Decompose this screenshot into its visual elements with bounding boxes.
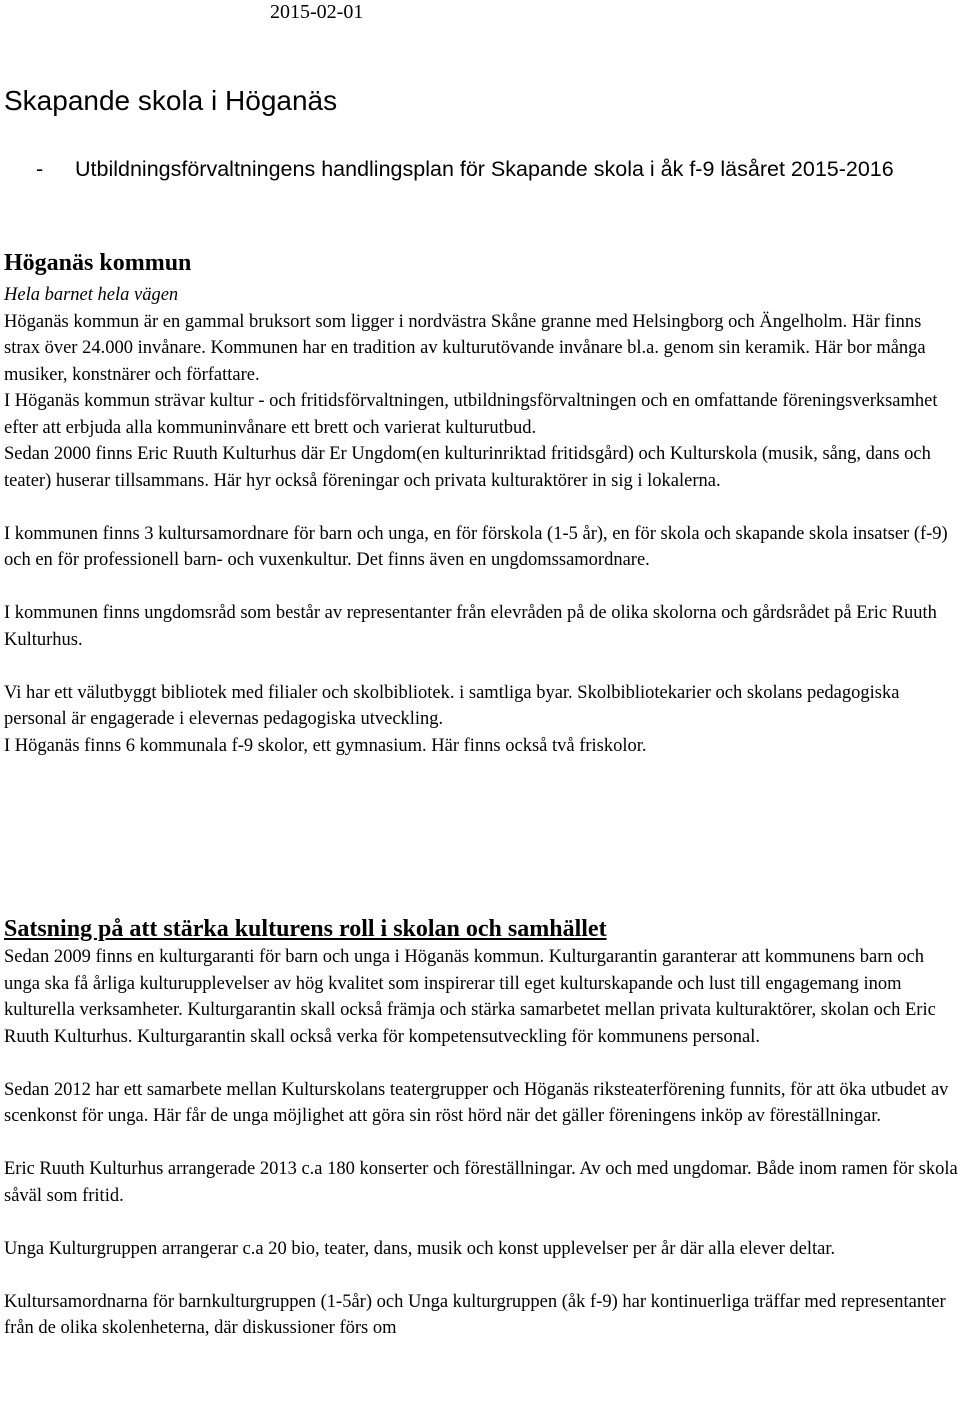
section-culture-in-school: [4, 914, 959, 1342]
subtitle-dash: -: [36, 157, 44, 181]
org-body: [4, 282, 959, 759]
spacer: [4, 574, 959, 601]
paragraph-intro: Höganäs kommun är en gammal bruksort som ligger i nordvästra Skåne granne med Helsingborg och Ängelholm. Här finns strax över 24.000 invånare. Kommunen har en tradition av kulturutövande invånare bl.a. genom sin keramik. Här bor många musiker, konstnärer och författare.: [4, 311, 926, 385]
spacer: [4, 1262, 959, 1289]
section-heading: Satsning på att stärka kulturens roll i skolan och samhället: [4, 916, 607, 942]
paragraph-coordinator-meetings: Kultursamordnarna för barnkulturgruppen (1-5år) och Unga kulturgruppen (åk f-9) har kontinuerliga träffar med representanter från de olika skolenheterna, där diskussioner förs om: [4, 1291, 946, 1338]
paragraph-concerts: Eric Ruuth Kulturhus arrangerade 2013 c.a 180 konserter och föreställningar. Av och med ungdomar. Både inom ramen för skola såväl som fritid.: [4, 1159, 958, 1206]
spacer: [4, 1130, 959, 1157]
paragraph-schools: I Höganäs finns 6 kommunala f-9 skolor, ett gymnasium. Här finns också två friskolor.: [4, 735, 647, 756]
subtitle-text: Utbildningsförvaltningens handlingsplan för Skapande skola i åk f-9 läsåret 2015-2016: [75, 157, 894, 181]
paragraph-theatre-cooperation: Sedan 2012 har ett samarbete mellan Kulturskolans teatergrupper och Höganäs riksteaterförening funnits, för att öka utbudet av scenkonst för unga. Här får de unga möjlighet att göra sin röst hörd när det gäller föreningens inköp av föreställningar.: [4, 1079, 949, 1126]
document-title: Skapande skola i Höganäs: [4, 85, 338, 116]
paragraph-kulturhus: Sedan 2000 finns Eric Ruuth Kulturhus där Er Ungdom(en kulturinriktad fritidsgård) och Kulturskola (musik, sång, dans och teater) huserar tillsammans. Här hyr också föreningar och privata kulturaktörer in sig i lokalerna.: [4, 444, 931, 491]
paragraph-coordinators: I kommunen finns 3 kultursamordnare för barn och unga, en för förskola (1-5 år), en för skola och skapande skola insatser (f-9) och en för professionell barn- och vuxenkultur. Det finns även en ungdomssamordnare.: [4, 523, 948, 570]
spacer: [4, 1209, 959, 1236]
spacer: [4, 1050, 959, 1077]
spacer: [4, 653, 959, 680]
paragraph-culture-offer: I Höganäs kommun strävar kultur - och fritidsförvaltningen, utbildningsförvaltningen och en omfattande föreningsverksamhet efter att erbjuda alla kommuninvånare ett brett och varierat kulturutbud.: [4, 391, 938, 438]
paragraph-youth-council: I kommunen finns ungdomsråd som består av representanter från elevråden på de olika skolorna och gårdsrådet på Eric Ruuth Kulturhus.: [4, 603, 937, 650]
org-heading: Höganäs kommun: [4, 250, 192, 276]
org-tagline: Hela barnet hela vägen: [4, 285, 179, 305]
spacer: [4, 494, 959, 521]
paragraph-library: Vi har ett välutbyggt bibliotek med filialer och skolbibliotek. i samtliga byar. Skolbibliotekarier och skolans pedagogiska personal är engagerade i elevernas pedagogiska utveckling.: [4, 682, 900, 729]
paragraph-youth-culture-group: Unga Kulturgruppen arrangerar c.a 20 bio, teater, dans, musik och konst upplevelser per år där alla elever deltar.: [4, 1238, 836, 1259]
document-date: 2015-02-01: [270, 1, 364, 23]
document-subtitle: [4, 154, 954, 184]
paragraph-culture-guarantee: Sedan 2009 finns en kulturgaranti för barn och unga i Höganäs kommun. Kulturgarantin garanterar att kommunens barn och unga ska få årliga kulturupplevelser av hög kvalitet som inspirerar till eget kulturskapande och lust till engagemang inom kulturella verksamheter. Kulturgarantin skall också främja och stärka samarbetet mellan privata kulturaktörer, skolan och Eric Ruuth Kulturhus. Kulturgarantin skall också verka för kompetensutveckling för kommunens personal.: [4, 947, 936, 1047]
